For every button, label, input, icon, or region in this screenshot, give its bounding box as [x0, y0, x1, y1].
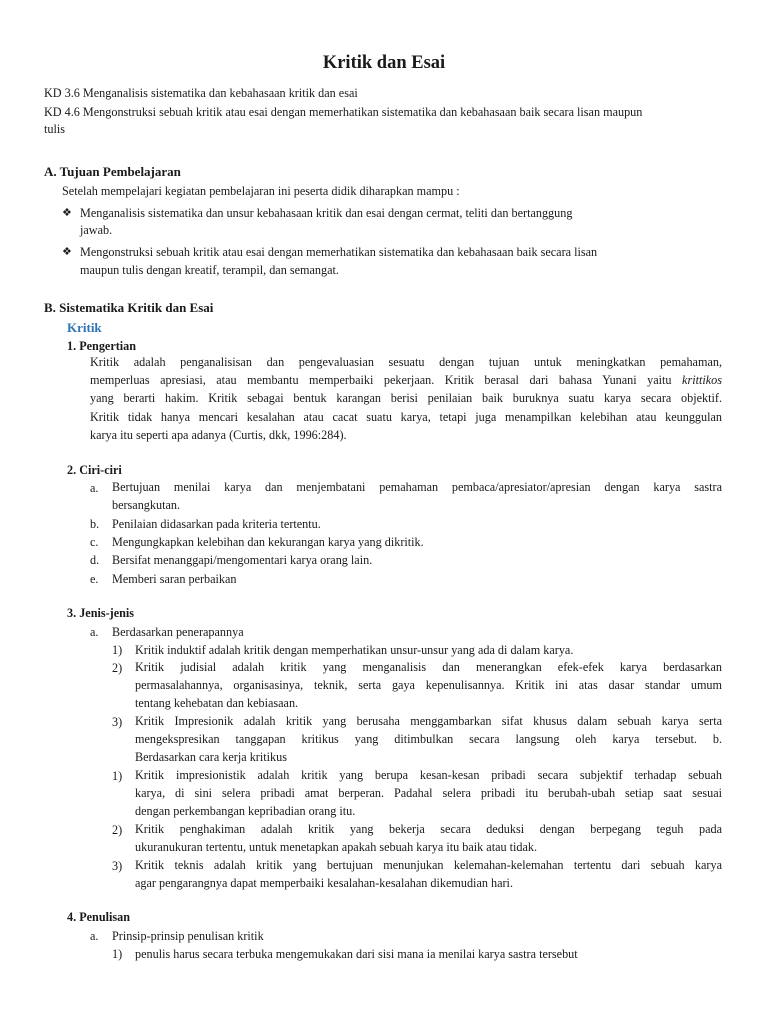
list-marker: 1)	[112, 643, 123, 657]
ciri-item-a: Bertujuan menilai karya dan menjembatani pemahaman pembaca/apresiator/apresian dengan karya sastra bersangkutan.	[112, 480, 722, 513]
ciri-item-e: Memberi saran perbaikan	[112, 572, 237, 586]
section-b-heading: B. Sistematika Kritik dan Esai	[44, 300, 214, 315]
italic-term: krittikos	[682, 373, 722, 388]
pengertian-line: karya itu seperti apa adanya (Curtis, dkk, 1996:284).	[90, 427, 347, 442]
list-marker: 1)	[112, 769, 123, 783]
list-marker: 3)	[112, 859, 123, 873]
jenis-sub-a: Berdasarkan penerapannya	[112, 625, 244, 639]
list-marker: 3)	[112, 715, 123, 729]
list-marker: a.	[90, 929, 99, 943]
list-marker: a.	[90, 481, 99, 495]
list-marker: 2)	[112, 823, 123, 837]
objective-1-line-1: Menganalisis sistematika dan unsur kebahasaan kritik dan esai dengan cermat, teliti dan bertanggung	[80, 206, 573, 220]
list-marker: e.	[90, 572, 99, 586]
objective-1-line-2: jawab.	[80, 223, 113, 237]
ciri-item-b: Penilaian didasarkan pada kriteria tertentu.	[112, 517, 321, 531]
list-marker: 2)	[112, 661, 123, 675]
kd-line-1: KD 3.6 Menganalisis sistematika dan kebahasaan kritik dan esai	[44, 86, 358, 100]
page-title: Kritik dan Esai	[322, 53, 446, 73]
pengertian-line: memperluas apresiasi, atau membantu memperbaiki pekerjaan. Kritik berasal dari bahasa Yunani yaitu krittikos	[90, 373, 722, 388]
list-marker: a.	[90, 625, 99, 639]
section-a-heading: A. Tujuan Pembelajaran	[44, 164, 181, 179]
list-marker: d.	[90, 553, 100, 567]
penulisan-item: penulis harus secara terbuka mengemukakan dari sisi mana ia menilai karya sastra tersebut	[135, 947, 578, 961]
objective-2-line-1: Mengonstruksi sebuah kritik atau esai dengan memerhatikan sistematika dan kebahasaan baik secara lisan	[80, 245, 598, 259]
section-a-intro: Setelah mempelajari kegiatan pembelajaran ini peserta didik diharapkan mampu :	[62, 184, 460, 198]
kritik-subheading: Kritik	[67, 320, 102, 335]
objective-2-line-2: maupun tulis dengan kreatif, terampil, dan semangat.	[80, 263, 339, 277]
bullet-diamond-icon: ❖	[62, 207, 72, 219]
jenis-heading: 3. Jenis-jenis	[67, 606, 135, 620]
list-marker: 1)	[112, 947, 123, 961]
pengertian-line: Kritik adalah penganalisisan dan pengevaluasian sesuatu dengan tujuan untuk meningkatkan pemahaman,	[90, 355, 722, 369]
jenis-item: Kritik judisial adalah kritik yang menganalisis dan menerangkan efek-efek karya berdasarkan permasalahannya, organisasinya, teknik, serta gaya kepenulisannya. Kritik ini atas dasar standar umum tentang kehebatan dan kebiasaan.	[135, 660, 722, 711]
ciri-heading: 2. Ciri-ciri	[67, 463, 122, 477]
penulisan-sub-a: Prinsip-prinsip penulisan kritik	[112, 929, 264, 943]
jenis-item: Kritik penghakiman adalah kritik yang bekerja secara deduksi dengan berpegang teguh pada ukuranukuran tertentu, untuk menetapkan apakah sebuah karya itu baik atau tidak.	[135, 822, 722, 855]
ciri-item-c: Mengungkapkan kelebihan dan kekurangan karya yang dikritik.	[112, 535, 424, 549]
penulisan-heading: 4. Penulisan	[67, 910, 130, 924]
pengertian-paragraph	[90, 353, 722, 444]
pengertian-line: Kritik tidak hanya mencari kesalahan atau cacat suatu karya, tetapi juga menampilkan kelebihan atau keunggulan	[90, 409, 722, 424]
list-marker: c.	[90, 535, 99, 549]
jenis-item: Kritik induktif adalah kritik dengan memperhatikan unsur-unsur yang ada di dalam karya.	[135, 643, 574, 657]
jenis-item: Kritik teknis adalah kritik yang bertujuan menunjukan kelemahan-kelemahan tertentu dari sebuah karya agar pengarangnya dapat memperbaiki kesalahan-kesalahan dikemudian hari.	[135, 858, 722, 891]
pengertian-line: yang berarti hakim. Kritik sebagai bentuk karangan berisi penilaian baik buruknya suatu karya secara objektif.	[90, 391, 722, 406]
bullet-diamond-icon: ❖	[62, 246, 72, 258]
list-marker: b.	[90, 517, 100, 531]
kd-line-3: tulis	[44, 122, 65, 136]
ciri-item-d: Bersifat menanggapi/mengomentari karya orang lain.	[112, 553, 373, 567]
jenis-item: Kritik Impresionik adalah kritik yang berusaha menggambarkan sifat khusus dalam sebuah karya serta mengekspresikan tanggapan kritikus yang ditimbulkan secara langsung oleh karya tersebut. b. Berdasarkan cara kerja kritikus	[135, 714, 722, 765]
pengertian-heading: 1. Pengertian	[67, 339, 137, 353]
kd-line-2: KD 4.6 Mengonstruksi sebuah kritik atau esai dengan memerhatikan sistematika dan kebahasaan baik secara lisan maupun	[44, 105, 643, 119]
jenis-item: Kritik impresionistik adalah kritik yang berupa kesan-kesan pribadi secara subjektif terhadap sebuah karya, di sini selera pribadi amat berperan. Padahal selera pribadi itu berubah-ubah setiap saat sesuai dengan perkembangan kepribadian orang itu.	[135, 768, 722, 819]
